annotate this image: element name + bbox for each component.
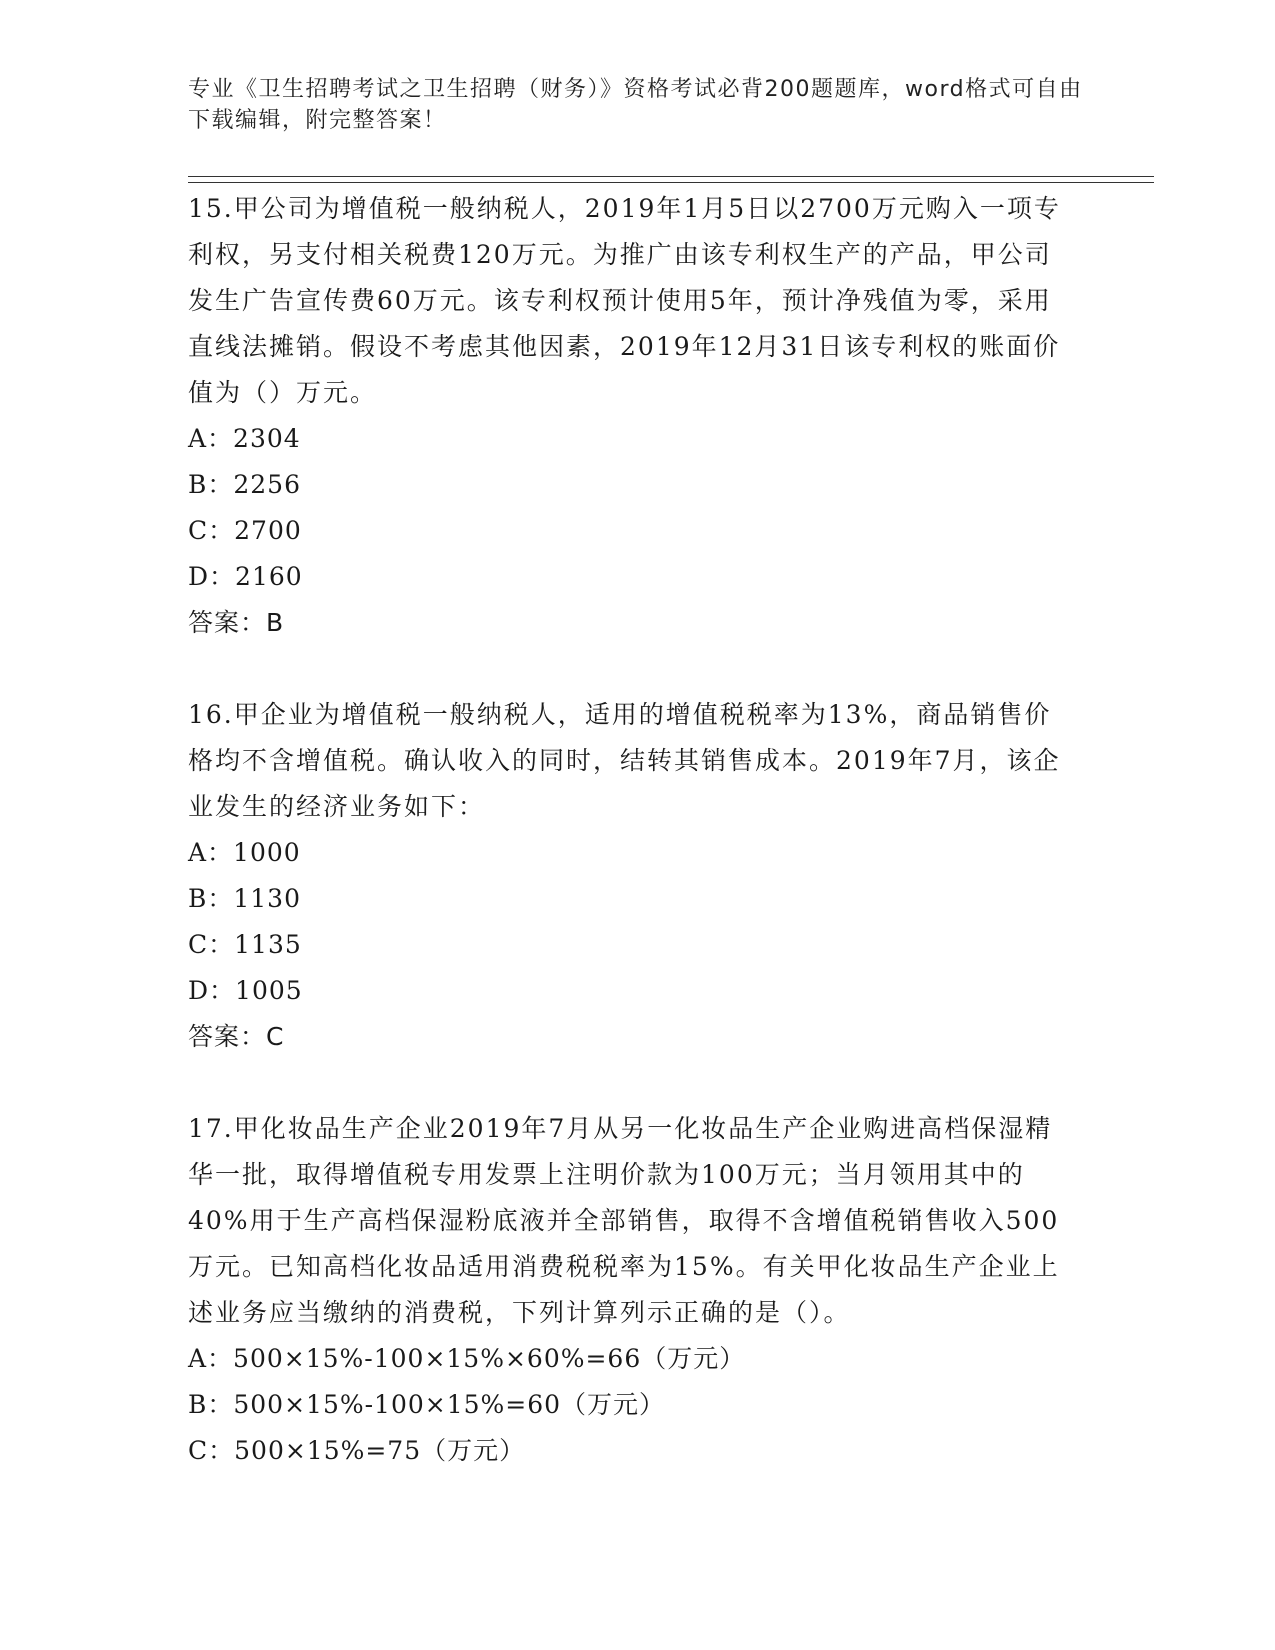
option-a: A：500×15%-100×15%×60%=66（万元）: [188, 1344, 746, 1373]
question-stem: 16.甲企业为增值税一般纳税人，适用的增值税税率为13%，商品销售价格均不含增值税。确认收入的同时，结转其销售成本。2019年7月，该企业发生的经济业务如下：: [188, 700, 1061, 821]
option-a: A：2304: [188, 424, 301, 453]
question-17: [188, 1106, 1078, 1474]
option-c: C：500×15%=75（万元）: [188, 1436, 526, 1465]
option-c: C：1135: [188, 930, 302, 959]
question-stem: 15.甲公司为增值税一般纳税人，2019年1月5日以2700万元购入一项专利权，另支付相关税费120万元。为推广由该专利权生产的产品，甲公司发生广告宣传费60万元。该专利权预计使用5年，预计净残值为零，采用直线法摊销。假设不考虑其他因素，2019年12月31日该专利权的账面价值为（）万元。: [188, 194, 1061, 407]
question-16: [188, 692, 1078, 1060]
question-15: [188, 186, 1078, 646]
option-b: B：1130: [188, 884, 301, 913]
answer: 答案：B: [188, 608, 285, 637]
question-list: [188, 186, 1078, 1474]
header-divider: [188, 182, 1154, 183]
option-c: C：2700: [188, 516, 302, 545]
page-header: 专业《卫生招聘考试之卫生招聘（财务）》资格考试必背200题题库，word格式可自由下载编辑，附完整答案！: [188, 77, 1083, 133]
option-a: A：1000: [188, 838, 301, 867]
option-b: B：2256: [188, 470, 301, 499]
question-stem: 17.甲化妆品生产企业2019年7月从另一化妆品生产企业购进高档保湿精华一批，取得增值税专用发票上注明价款为100万元；当月领用其中的40%用于生产高档保湿粉底液并全部销售，取得不含增值税销售收入500万元。已知高档化妆品适用消费税税率为15%。有关甲化妆品生产企业上述业务应当缴纳的消费税，下列计算列示正确的是（）。: [188, 1114, 1060, 1327]
option-b: B：500×15%-100×15%=60（万元）: [188, 1390, 666, 1419]
answer: 答案：C: [188, 1022, 285, 1051]
header-divider: [188, 176, 1154, 177]
option-d: D：2160: [188, 562, 303, 591]
option-d: D：1005: [188, 976, 303, 1005]
